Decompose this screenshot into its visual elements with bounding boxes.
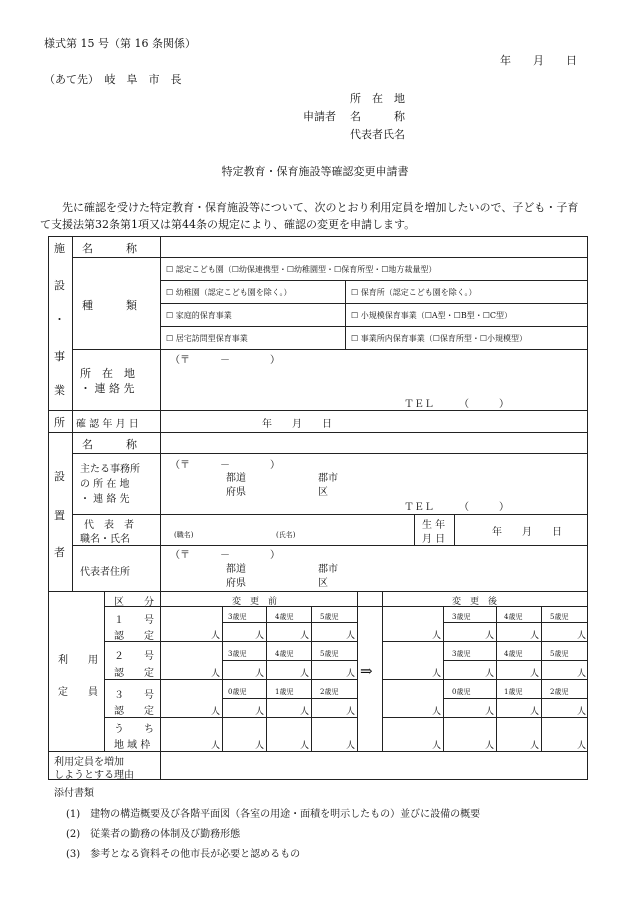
unit-person: 人 bbox=[300, 707, 310, 717]
addressee: （あて先） 岐 阜 市 長 bbox=[44, 73, 182, 86]
unit-person: 人 bbox=[346, 669, 356, 679]
rep-address-label: 代表者住所 bbox=[80, 567, 130, 578]
office-pref-1: 都道 bbox=[226, 473, 246, 484]
rep-city-2: 区 bbox=[318, 578, 328, 589]
applicant-address-label: 所 在 地 bbox=[350, 92, 405, 105]
before-age-r3-c1: 0歳児 bbox=[228, 688, 247, 696]
unit-person: 人 bbox=[577, 631, 587, 641]
applicant-name-label: 名 称 bbox=[350, 110, 405, 123]
unit-person: 人 bbox=[577, 669, 587, 679]
unit-person: 人 bbox=[255, 669, 265, 679]
office-tel[interactable]: ＴＥＬ （ ） bbox=[404, 502, 509, 513]
type-option-jigyosho[interactable]: ☐ 事業所内保育事業（☐保育所型・☐小規模型） bbox=[351, 334, 528, 343]
attachment-item: (2) 従業者の勤務の体制及び勤務形態 bbox=[66, 829, 241, 840]
unit-person: 人 bbox=[485, 741, 495, 751]
unit-person: 人 bbox=[432, 669, 442, 679]
after-age-r3-c2: 1歳児 bbox=[504, 688, 523, 696]
type-option-shokibo[interactable]: ☐ 小規模保育事業（☐A型・☐B型・☐C型） bbox=[351, 311, 513, 320]
row3-label-1: ３ 号 bbox=[114, 690, 154, 701]
confirm-date-value[interactable]: 年 月 日 bbox=[262, 419, 332, 430]
office-city-2: 区 bbox=[318, 487, 328, 498]
facility-type-label: 種 類 bbox=[82, 299, 137, 312]
unit-person: 人 bbox=[211, 669, 221, 679]
row1-label-2: 認 定 bbox=[114, 631, 154, 642]
row1-label-1: １ 号 bbox=[114, 615, 154, 626]
attachment-item: (3) 参考となる資料その他市長が必要と認めるもの bbox=[66, 849, 301, 860]
unit-person: 人 bbox=[211, 631, 221, 641]
unit-person: 人 bbox=[255, 741, 265, 751]
unit-person: 人 bbox=[485, 707, 495, 717]
office-postal[interactable]: （〒 － ） bbox=[170, 460, 280, 471]
row2-label-1: ２ 号 bbox=[114, 651, 154, 662]
unit-person: 人 bbox=[530, 631, 540, 641]
after-age-r2-c2: 4歳児 bbox=[504, 650, 523, 658]
after-age-r2-c3: 5歳児 bbox=[550, 650, 569, 658]
form-number: 様式第 15 号（第 16 条関係） bbox=[44, 37, 196, 50]
kubun-header: 区 分 bbox=[114, 597, 154, 608]
unit-person: 人 bbox=[346, 741, 356, 751]
reason-label-1: 利用定員を増加 bbox=[54, 757, 124, 768]
unit-person: 人 bbox=[485, 669, 495, 679]
unit-person: 人 bbox=[346, 707, 356, 717]
before-age-r2-c1: 3歳児 bbox=[228, 650, 247, 658]
office-city-1: 郡市 bbox=[318, 473, 338, 484]
before-age-r1-c2: 4歳児 bbox=[275, 613, 294, 621]
rep-label-1: 代 表 者 bbox=[84, 520, 134, 531]
date-line: 年 月 日 bbox=[500, 54, 577, 67]
unit-person: 人 bbox=[530, 741, 540, 751]
facility-address-label-1: 所 在 地 bbox=[80, 367, 135, 380]
attachments-title: 添付書類 bbox=[54, 788, 94, 799]
rep-title-field[interactable]: (職名) bbox=[174, 531, 194, 539]
facility-tel[interactable]: ＴＥＬ （ ） bbox=[404, 399, 509, 410]
rep-pref-2: 府県 bbox=[226, 578, 246, 589]
office-label-3: ・ 連 絡 先 bbox=[80, 494, 130, 505]
rep-pref-1: 都道 bbox=[226, 564, 246, 575]
type-option-youchien[interactable]: ☐ 幼稚園（認定こども園を除く。） bbox=[166, 288, 292, 297]
applicant-rep-label: 代表者氏名 bbox=[350, 128, 405, 141]
after-age-r3-c1: 0歳児 bbox=[452, 688, 471, 696]
unit-person: 人 bbox=[432, 631, 442, 641]
type-option-kyotaku[interactable]: ☐ 居宅訪問型保育事業 bbox=[166, 334, 248, 343]
birth-label-2: 月 日 bbox=[422, 534, 446, 545]
arrow-icon: ⇒ bbox=[360, 662, 373, 680]
unit-person: 人 bbox=[577, 741, 587, 751]
birth-label-1: 生 年 bbox=[422, 520, 446, 531]
capacity-section-label-2: 定 員 bbox=[58, 687, 98, 698]
facility-postal[interactable]: （〒 － ） bbox=[170, 355, 280, 366]
before-header: 変 更 前 bbox=[232, 597, 278, 607]
applicant-label: 申請者 bbox=[303, 110, 336, 123]
unit-person: 人 bbox=[255, 707, 265, 717]
after-age-r1-c1: 3歳児 bbox=[452, 613, 471, 621]
row3-label-2: 認 定 bbox=[114, 706, 154, 717]
row4-label-1: う ち bbox=[114, 724, 154, 735]
type-option-hoikusho[interactable]: ☐ 保育所（認定こども園を除く。） bbox=[351, 288, 477, 297]
rep-address-postal[interactable]: （〒 － ） bbox=[170, 550, 280, 561]
intro-paragraph: 先に確認を受けた特定教育・保育施設等について、次のとおり利用定員を増加したいので、子ども・子育て支援法第32条第1項又は第44条の規定により、確認の変更を申請します。 bbox=[40, 201, 579, 231]
document-title: 特定教育・保育施設等確認変更申請書 bbox=[221, 165, 409, 178]
before-age-r3-c3: 2歳児 bbox=[320, 688, 339, 696]
before-age-r1-c3: 5歳児 bbox=[320, 613, 339, 621]
rep-label-2: 職名・氏名 bbox=[80, 534, 130, 545]
reason-label-2: しようとする理由 bbox=[54, 770, 134, 781]
unit-person: 人 bbox=[432, 741, 442, 751]
unit-person: 人 bbox=[255, 631, 265, 641]
unit-person: 人 bbox=[577, 707, 587, 717]
unit-person: 人 bbox=[300, 631, 310, 641]
unit-person: 人 bbox=[530, 669, 540, 679]
unit-person: 人 bbox=[432, 707, 442, 717]
facility-name-label: 名 称 bbox=[82, 242, 137, 255]
facility-address-label-2: ・ 連 絡 先 bbox=[80, 382, 135, 395]
after-age-r1-c3: 5歳児 bbox=[550, 613, 569, 621]
type-option-katei[interactable]: ☐ 家庭的保育事業 bbox=[166, 311, 232, 320]
unit-person: 人 bbox=[530, 707, 540, 717]
before-age-r2-c2: 4歳児 bbox=[275, 650, 294, 658]
office-label-2: の 所 在 地 bbox=[80, 479, 130, 490]
after-age-r2-c1: 3歳児 bbox=[452, 650, 471, 658]
unit-person: 人 bbox=[211, 741, 221, 751]
office-pref-2: 府県 bbox=[226, 487, 246, 498]
row4-label-2: 地 域 枠 bbox=[114, 740, 151, 751]
birth-value[interactable]: 年 月 日 bbox=[492, 527, 562, 538]
office-label-1: 主たる事務所 bbox=[80, 464, 140, 475]
before-age-r1-c1: 3歳児 bbox=[228, 613, 247, 621]
after-age-r1-c2: 4歳児 bbox=[504, 613, 523, 621]
before-age-r2-c3: 5歳児 bbox=[320, 650, 339, 658]
founder-name-label: 名 称 bbox=[82, 438, 137, 451]
unit-person: 人 bbox=[485, 631, 495, 641]
attachment-item: (1) 建物の構造概要及び各階平面図（各室の用途・面積を明示したもの）並びに設備の概要 bbox=[66, 809, 481, 820]
capacity-section-label-1: 利 用 bbox=[58, 655, 98, 666]
rep-name-field[interactable]: (氏名) bbox=[276, 531, 296, 539]
type-option-kodomoen[interactable]: ☐ 認定こども園（☐幼保連携型・☐幼稚園型・☐保育所型・☐地方裁量型） bbox=[166, 265, 437, 274]
after-age-r3-c3: 2歳児 bbox=[550, 688, 569, 696]
before-age-r3-c2: 1歳児 bbox=[275, 688, 294, 696]
rep-city-1: 郡市 bbox=[318, 564, 338, 575]
confirm-date-label: 確 認 年 月 日 bbox=[76, 419, 139, 430]
unit-person: 人 bbox=[300, 669, 310, 679]
unit-person: 人 bbox=[300, 741, 310, 751]
unit-person: 人 bbox=[211, 707, 221, 717]
after-header: 変 更 後 bbox=[452, 597, 498, 607]
unit-person: 人 bbox=[346, 631, 356, 641]
row2-label-2: 認 定 bbox=[114, 668, 154, 679]
